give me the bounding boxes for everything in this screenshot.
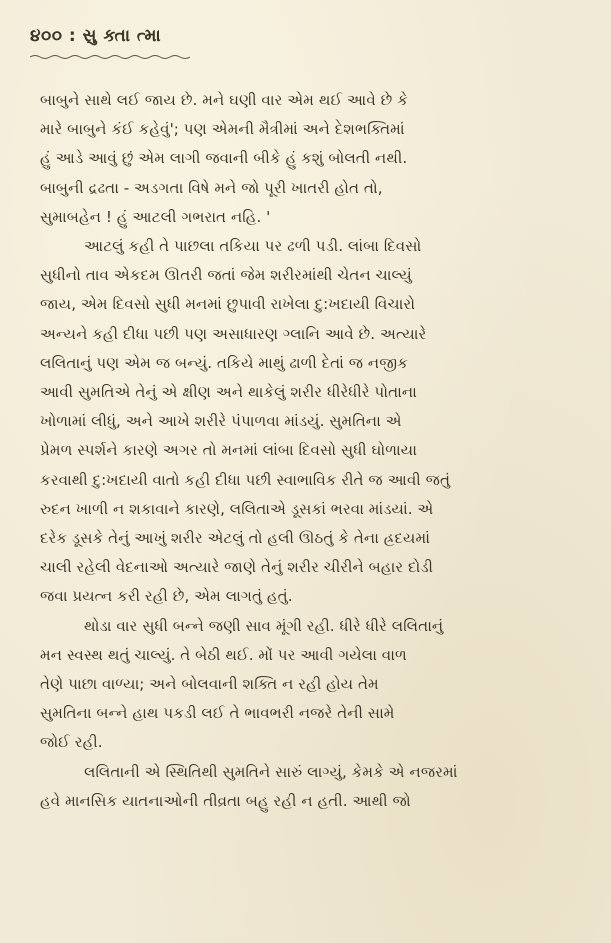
paragraph-start-line: લલિતાની એ સ્થિતિથી સુમતિને સારું લાગ્યું, કેમકે એ નજરમાં — [84, 762, 458, 781]
text-line: સુધીનો તાવ એકદમ ઊતરી જતાં જેમ શરીરમાંથી ચેતન ચાલ્યું — [40, 266, 412, 285]
text-line: કરવાથી દુ:ખદાયી વાતો કહી દીધા પછી સ્વાભાવિક રીતે જ આવી જતું — [40, 470, 451, 489]
header-ornament-rule — [30, 54, 190, 60]
text-line: મારે બાબુને કંઈ કહેવું'; પણ એમની મૈત્રીમાં અને દેશભક્તિમાં — [40, 120, 405, 139]
text-line: સુમતિના બન્ને હાથ પકડી લઈ તે ભાવભરી નજરે તેની સામે — [40, 704, 395, 723]
text-line: મન સ્વસ્થ થતું ચાલ્યું. તે બેઠી થઈ. મોં પર આવી ગયેલા વાળ — [40, 645, 407, 664]
text-line: જાય, એમ દિવસો સુધી મનમાં છુપાવી રાખેલા દુ:ખદાયી વિચારો — [40, 295, 416, 314]
text-line: ખોળામાં લીધું, અને આખે શરીરે પંપાળવા માંડયું. સુમતિના એ — [40, 412, 402, 431]
text-line: દરેક ડૂસકે તેનું આખું શરીર એટલું તો હલી ઊઠતું કે તેના હ્રદયમાં — [40, 529, 430, 548]
page-header: ૪૦૦ : સુ ક્તા ત્મા — [30, 26, 162, 46]
text-line: જવા પ્રયત્ન કરી રહી છે, એમ લાગતું હતું. — [40, 587, 293, 606]
text-line: પ્રેમળ સ્પર્શને કારણે અગર તો મનમાં લાંબા દિવસો સુધી ઘોળાયા — [40, 441, 417, 460]
text-line: લલિતાનું પણ એમ જ બન્યું. તકિયે માથું ઢાળી દેતાં જ નજીક — [40, 353, 408, 372]
text-line: તેણે પાછા વાળ્યા; અને બોલવાની શક્તિ ન રહી હોય તેમ — [40, 675, 379, 694]
text-line: રુદન ખાળી ન શકાવાને કારણે, લલિતાએ ડૂસકાં ભરવા માંડયાં. એ — [40, 499, 434, 518]
paragraph-start-line: આટલું કહી તે પાછલા તકિયા પર ઢળી પડી. લાંબા દિવસો — [84, 237, 422, 256]
text-line: બાબુની દ્રઢતા - અડગતા વિષે મને જો પૂરી ખાતરી હોત તો, — [40, 178, 383, 197]
page-body-text — [40, 86, 572, 816]
text-line: અન્યને કહી દીધા પછી પણ અસાધારણ ગ્લાનિ આવે છે. અત્યારે — [40, 324, 427, 343]
text-line: હું આડે આવું છું એમ લાગી જવાની બીકે હું કશું બોલતી નથી. — [40, 149, 408, 168]
text-line: ચાલી રહેલી વેદનાઓ અત્યારે જાણે તેનું શરીર ચીરીને બહાર દોડી — [40, 558, 434, 577]
text-line: જોઈ રહી. — [40, 733, 103, 752]
text-line: આવી સુમતિએ તેનું એ ક્ષીણ અને થાકેલું શરીર ધીરેધીરે પોતાના — [40, 383, 417, 402]
text-line: બાબુને સાથે લઈ જાય છે. મને ઘણી વાર એમ થઈ આવે છે કે — [40, 91, 408, 109]
text-line: હવે માનસિક યાતનાઓની તીવ્રતા બહુ રહી ન હતી. આથી જો — [40, 791, 411, 810]
text-line: સુમાબહેન ! હું આટલી ગભરાત નહિ. ' — [40, 207, 271, 226]
paragraph-start-line: થોડા વાર સુધી બન્ને જણી સાવ મૂંગી રહી. ધીરે ધીરે લલિતાનું — [84, 616, 444, 635]
